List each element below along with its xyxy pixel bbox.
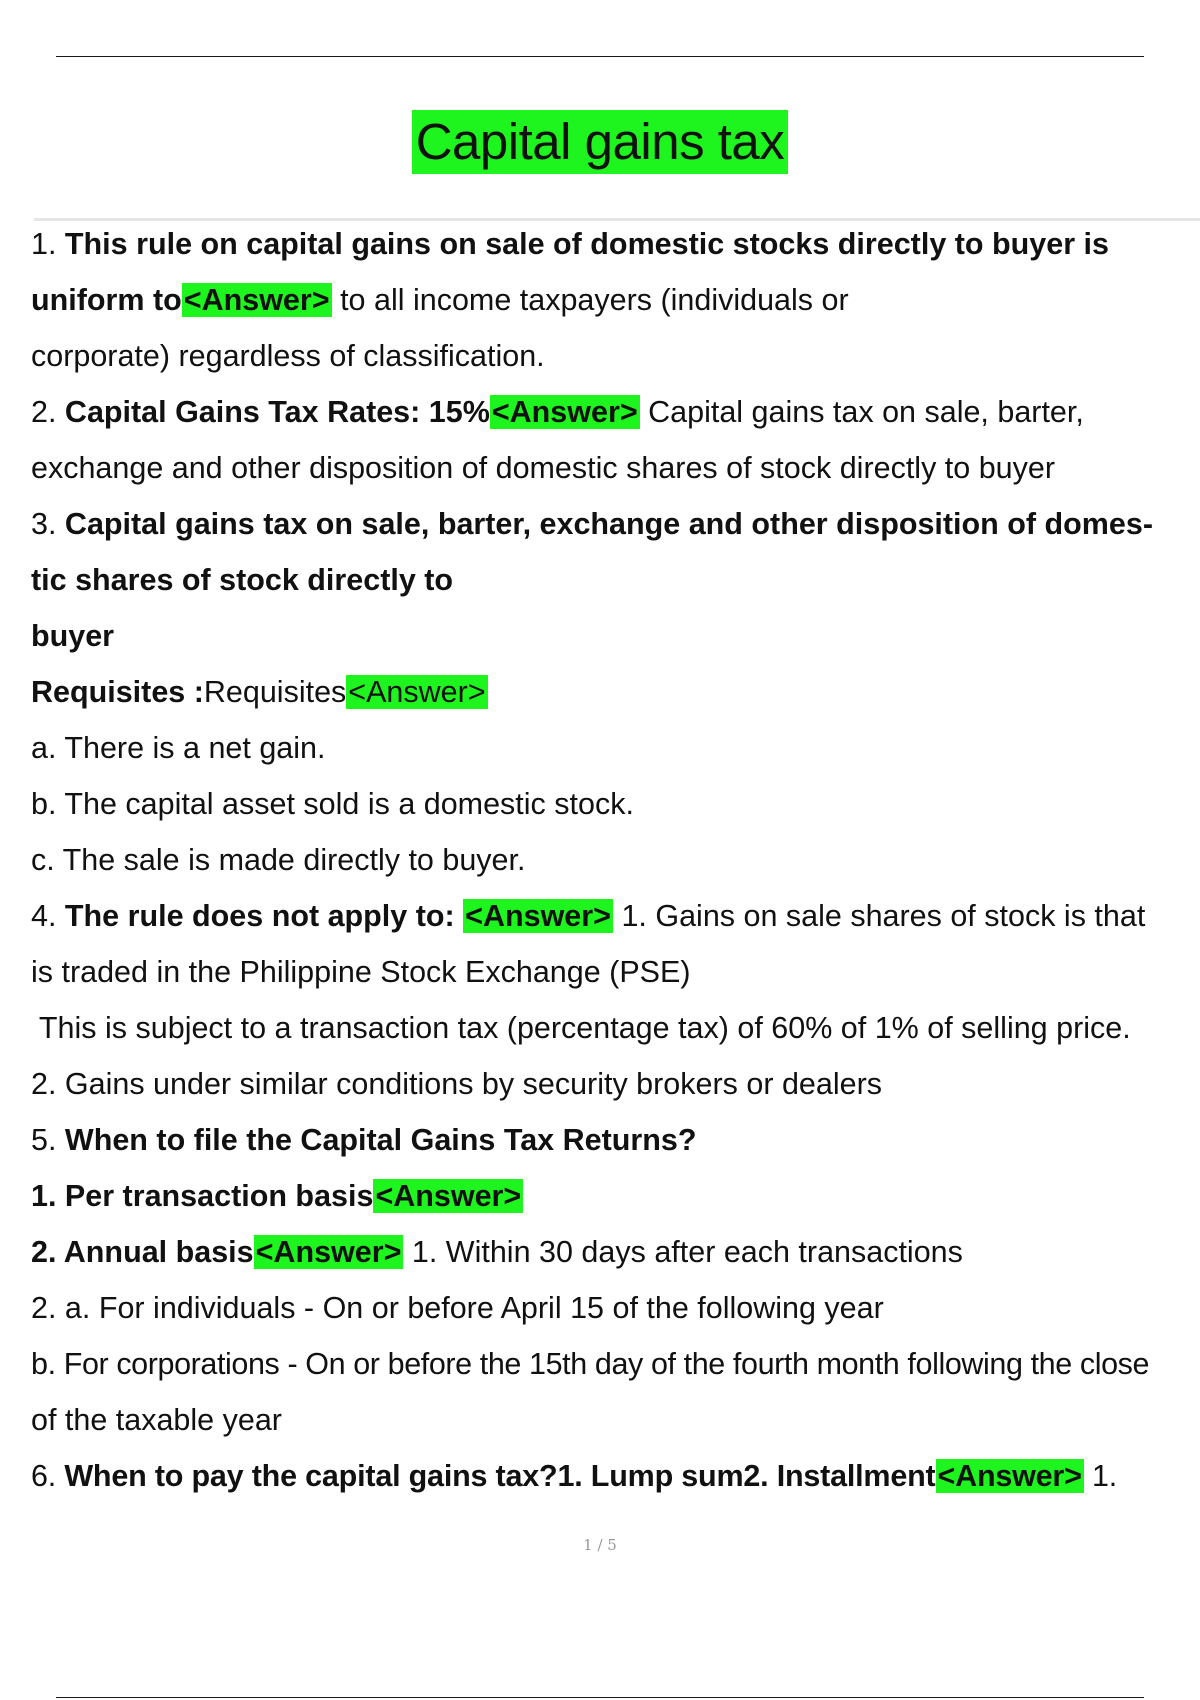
answer-text: to all income taxpayers (individuals or bbox=[331, 283, 849, 317]
top-rule bbox=[56, 56, 1144, 57]
item-number: 3. bbox=[31, 507, 57, 541]
answer-text: 1. Within 30 days after each transactions bbox=[403, 1235, 963, 1269]
line-9 bbox=[31, 664, 1199, 720]
line-20 bbox=[31, 1280, 1199, 1336]
answer-text: is traded in the Philippine Stock Exchange (PSE) bbox=[31, 955, 691, 989]
answer-text: 1. Gains on sale shares of stock is that bbox=[612, 899, 1146, 933]
answer-text: corporate) regardless of classification. bbox=[31, 339, 545, 373]
answer-highlight: <Answer> bbox=[465, 899, 611, 933]
line-2 bbox=[31, 272, 1199, 328]
line-10 bbox=[31, 720, 1199, 776]
line-13 bbox=[31, 888, 1199, 944]
question-text: This rule on capital gains on sale of domestic stocks directly to buyer is bbox=[64, 227, 1109, 261]
item-number: 6. bbox=[31, 1459, 57, 1493]
answer-text: a. There is a net gain. bbox=[31, 731, 326, 765]
question-text: Capital Gains Tax Rates: 15% bbox=[64, 395, 490, 429]
answer-text: Requisites bbox=[203, 675, 347, 709]
line-22 bbox=[31, 1392, 1199, 1448]
bottom-rule bbox=[56, 1697, 1144, 1698]
question-text: When to pay the capital gains tax?1. Lump sum2. Installment bbox=[64, 1459, 936, 1493]
answer-highlight: <Answer> bbox=[937, 1459, 1082, 1493]
item-number: 5. bbox=[31, 1123, 57, 1157]
item-number: 4. bbox=[31, 899, 57, 933]
requisites-label: Requisites : bbox=[31, 675, 204, 709]
line-21 bbox=[31, 1336, 1199, 1392]
question-text: 1. Per transaction basis bbox=[31, 1179, 374, 1213]
answer-text: Capital gains tax on sale, barter, bbox=[639, 395, 1084, 429]
line-11 bbox=[31, 776, 1199, 832]
document-title: Capital gains tax bbox=[412, 110, 789, 174]
line-15 bbox=[31, 1000, 1199, 1056]
line-16 bbox=[31, 1056, 1199, 1112]
line-23 bbox=[31, 1448, 1199, 1504]
question-text: The rule does not apply to: bbox=[64, 899, 455, 933]
answer-highlight: <Answer> bbox=[255, 1235, 402, 1269]
answer-text: 2. Gains under similar conditions by security brokers or dealers bbox=[31, 1067, 882, 1101]
answer-highlight: <Answer> bbox=[375, 1179, 522, 1213]
line-17 bbox=[31, 1112, 1199, 1168]
answer-highlight: <Answer> bbox=[491, 395, 638, 429]
answer-text: b. The capital asset sold is a domestic stock. bbox=[31, 787, 634, 821]
question-text: tic shares of stock directly to bbox=[31, 563, 454, 597]
line-1 bbox=[31, 216, 1199, 272]
line-19 bbox=[31, 1224, 1199, 1280]
answer-text: b. For corporations - On or before the 15th day of the fourth month following the close bbox=[31, 1347, 1150, 1381]
title-container bbox=[0, 110, 1200, 174]
answer-text: exchange and other disposition of domestic shares of stock directly to buyer bbox=[31, 451, 1055, 485]
line-14 bbox=[31, 944, 1199, 1000]
question-text: When to file the Capital Gains Tax Returns? bbox=[64, 1123, 697, 1157]
question-text: Capital gains tax on sale, barter, exchange and other disposition of domes- bbox=[64, 507, 1153, 541]
answer-highlight: <Answer> bbox=[348, 675, 486, 709]
question-text: uniform to bbox=[31, 283, 182, 317]
line-7 bbox=[31, 552, 1199, 608]
answer-text: of the taxable year bbox=[31, 1403, 282, 1437]
answer-text: c. The sale is made directly to buyer. bbox=[31, 843, 526, 877]
line-5 bbox=[31, 440, 1199, 496]
line-12 bbox=[31, 832, 1199, 888]
item-number: 1. bbox=[31, 227, 57, 261]
question-text: buyer bbox=[31, 619, 115, 653]
answer-highlight: <Answer> bbox=[183, 283, 330, 317]
line-6 bbox=[31, 496, 1199, 552]
line-4 bbox=[31, 384, 1199, 440]
line-8 bbox=[31, 608, 1199, 664]
answer-text: This is subject to a transaction tax (percentage tax) of 60% of 1% of selling price. bbox=[31, 1011, 1131, 1045]
question-text: 2. Annual basis bbox=[31, 1235, 254, 1269]
line-18 bbox=[31, 1168, 1199, 1224]
line-3 bbox=[31, 328, 1199, 384]
document-body bbox=[31, 216, 1199, 1504]
item-number: 2. bbox=[31, 395, 57, 429]
page-number: 1 / 5 bbox=[583, 1536, 617, 1554]
answer-text: 2. a. For individuals - On or before April 15 of the following year bbox=[31, 1291, 884, 1325]
answer-text: 1. bbox=[1083, 1459, 1118, 1493]
